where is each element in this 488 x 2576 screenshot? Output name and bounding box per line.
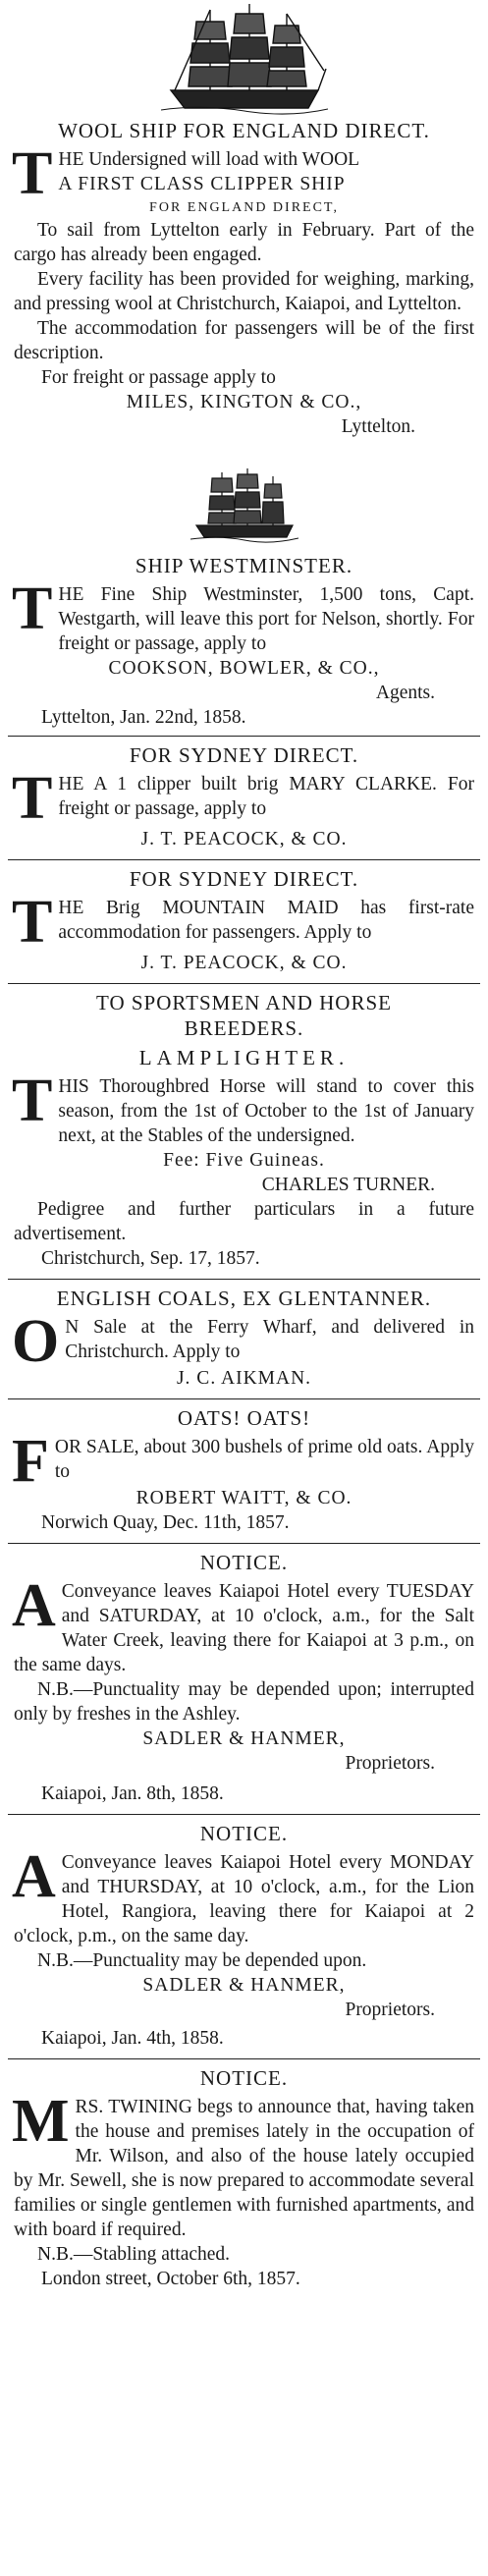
ad-date: Lyttelton, Jan. 22nd, 1858.: [41, 707, 246, 728]
ad-body: HE Fine Ship Westminster, 1,500 tons, Capt. Westgarth, will leave this port for Nelson, shortly. For freight or passage, apply to: [58, 584, 474, 654]
drop-cap: T: [12, 140, 53, 207]
ad-sydney-mountain-maid: [14, 866, 474, 975]
ad-notice-rangiora: [14, 1821, 474, 2051]
ad-body: HIS Thoroughbred Horse will stand to cover this season, from the 1st of October to the 1st of January next, at the Stables of the undersigned.: [58, 1076, 474, 1146]
horse-name: LAMPLIGHTER.: [138, 1046, 350, 1069]
ad-body: The accommodation for passengers will be of the first description.: [14, 318, 474, 363]
ad-body: OR SALE, about 300 bushels of prime old oats. Apply to: [54, 1437, 474, 1482]
drop-cap: T: [12, 765, 53, 832]
ad-firm: J. C. AIKMAN.: [176, 1368, 312, 1389]
ad-date: Christchurch, Sep. 17, 1857.: [41, 1248, 260, 1269]
drop-cap: T: [12, 575, 53, 642]
drop-cap: A: [12, 1572, 56, 1639]
ad-role: Proprietors.: [345, 1753, 435, 1774]
ad-fee: Fee: Five Guineas.: [163, 1150, 325, 1171]
ad-sydney-mary-clarke: [14, 742, 474, 851]
ad-firm: J. T. PEACOCK, & CO.: [140, 953, 348, 973]
divider: [8, 859, 480, 860]
ad-date: Kaiapoi, Jan. 4th, 1858.: [41, 2028, 224, 2049]
ad-title: WOOL SHIP FOR ENGLAND DIRECT.: [58, 119, 430, 142]
divider: [8, 1814, 480, 1815]
ad-title: NOTICE.: [199, 1551, 289, 1574]
ad-firm: J. T. PEACOCK, & CO.: [140, 829, 348, 850]
ad-title: NOTICE.: [199, 2066, 289, 2090]
ad-english-coals: [14, 1286, 474, 1391]
ad-lamplighter: [14, 990, 474, 1271]
ad-line: HE Undersigned will load with WOOL: [58, 149, 360, 170]
ad-nb: N.B.—Punctuality may be depended upon.: [37, 1950, 367, 1971]
ad-title: OATS! OATS!: [177, 1406, 311, 1430]
ad-title: SHIP WESTMINSTER.: [135, 554, 353, 577]
ad-title: TO SPORTSMEN AND HORSE: [96, 991, 392, 1014]
ad-body: RS. TWINING begs to announce that, having taken the house and premises lately in the occupation of Mr. Wilson, and also of the house lately occupied by Mr. Sewell, she is now prepared to accommodate several families or single gentlemen with furnished apartments, and with board if required.: [14, 2097, 474, 2240]
ad-place: Lyttelton.: [341, 416, 415, 437]
ad-ship-westminster: [14, 466, 474, 730]
ad-title: NOTICE.: [199, 1822, 289, 1845]
drop-cap: A: [12, 1843, 56, 1910]
ad-title: FOR SYDNEY DIRECT.: [129, 743, 359, 767]
ad-title: BREEDERS.: [184, 1016, 304, 1040]
ad-role: Proprietors.: [345, 2000, 435, 2020]
ad-nb: N.B.—Punctuality may be depended upon; interrupted only by freshes in the Ashley.: [14, 1679, 474, 1725]
divider: [8, 2058, 480, 2059]
ad-firm: SADLER & HANMER,: [142, 1728, 346, 1749]
ad-notice-twining: [14, 2065, 474, 2291]
drop-cap: O: [12, 1308, 60, 1375]
ad-apply: For freight or passage apply to: [41, 367, 276, 388]
drop-cap: T: [12, 889, 53, 956]
ad-line: A FIRST CLASS CLIPPER SHIP: [58, 174, 346, 194]
divider: [8, 1398, 480, 1399]
ad-body: HE A 1 clipper built brig MARY CLARKE. For freight or passage, apply to: [58, 774, 474, 819]
ad-notice-salt-water-creek: [14, 1550, 474, 1806]
ad-firm: MILES, KINGTON & CO.,: [126, 392, 362, 412]
ad-body: N Sale at the Ferry Wharf, and delivered in Christchurch. Apply to: [65, 1317, 474, 1362]
drop-cap: M: [12, 2088, 70, 2155]
ad-title: FOR SYDNEY DIRECT.: [129, 867, 359, 891]
ad-body: To sail from Lyttelton early in February. Part of the cargo has already been engaged.: [14, 220, 474, 265]
ad-date: Norwich Quay, Dec. 11th, 1857.: [41, 1512, 290, 1533]
divider: [8, 1279, 480, 1280]
ad-body: HE Brig MOUNTAIN MAID has first-rate accommodation for passengers. Apply to: [58, 898, 474, 943]
divider: [8, 983, 480, 984]
ad-body: Conveyance leaves Kaiapoi Hotel every MONDAY and THURSDAY, at 10 o'clock, a.m., for the Lion Hotel, Rangiora, leaving there for Kaiapoi at 2 o'clock, p.m., on the same day.: [14, 1852, 474, 1946]
divider: [8, 1543, 480, 1544]
ad-body: Conveyance leaves Kaiapoi Hotel every TUESDAY and SATURDAY, at 10 o'clock, a.m., for the Salt Water Creek, leaving there for Kaiapoi at 3 p.m., on the same days.: [14, 1581, 474, 1675]
ad-firm: ROBERT WAITT, & CO.: [136, 1488, 352, 1508]
ad-subtitle: FOR ENGLAND DIRECT,: [149, 200, 339, 215]
ad-date: London street, October 6th, 1857.: [41, 2269, 300, 2289]
divider: [8, 736, 480, 737]
ad-firm: SADLER & HANMER,: [142, 1975, 346, 1996]
drop-cap: F: [12, 1428, 49, 1495]
drop-cap: T: [12, 1068, 53, 1134]
ad-body: Every facility has been provided for weighing, marking, and pressing wool at Christchurch, Kaiapoi, and Lyttelton.: [14, 269, 474, 314]
ad-wool-ship: [14, 0, 474, 439]
ad-nb: N.B.—Stabling attached.: [37, 2244, 231, 2265]
sailing-ship-illustration: [190, 466, 298, 545]
ad-firm: COOKSON, BOWLER, & CO.,: [108, 658, 380, 679]
ad-owner: CHARLES TURNER.: [261, 1175, 435, 1195]
sailing-ship-illustration: [161, 0, 328, 116]
ad-body: Pedigree and further particulars in a future advertisement.: [14, 1199, 474, 1244]
ad-title: ENGLISH COALS, EX GLENTANNER.: [56, 1287, 432, 1310]
ad-oats: [14, 1405, 474, 1535]
ad-date: Kaiapoi, Jan. 8th, 1858.: [41, 1783, 224, 1804]
ad-role: Agents.: [375, 683, 435, 703]
